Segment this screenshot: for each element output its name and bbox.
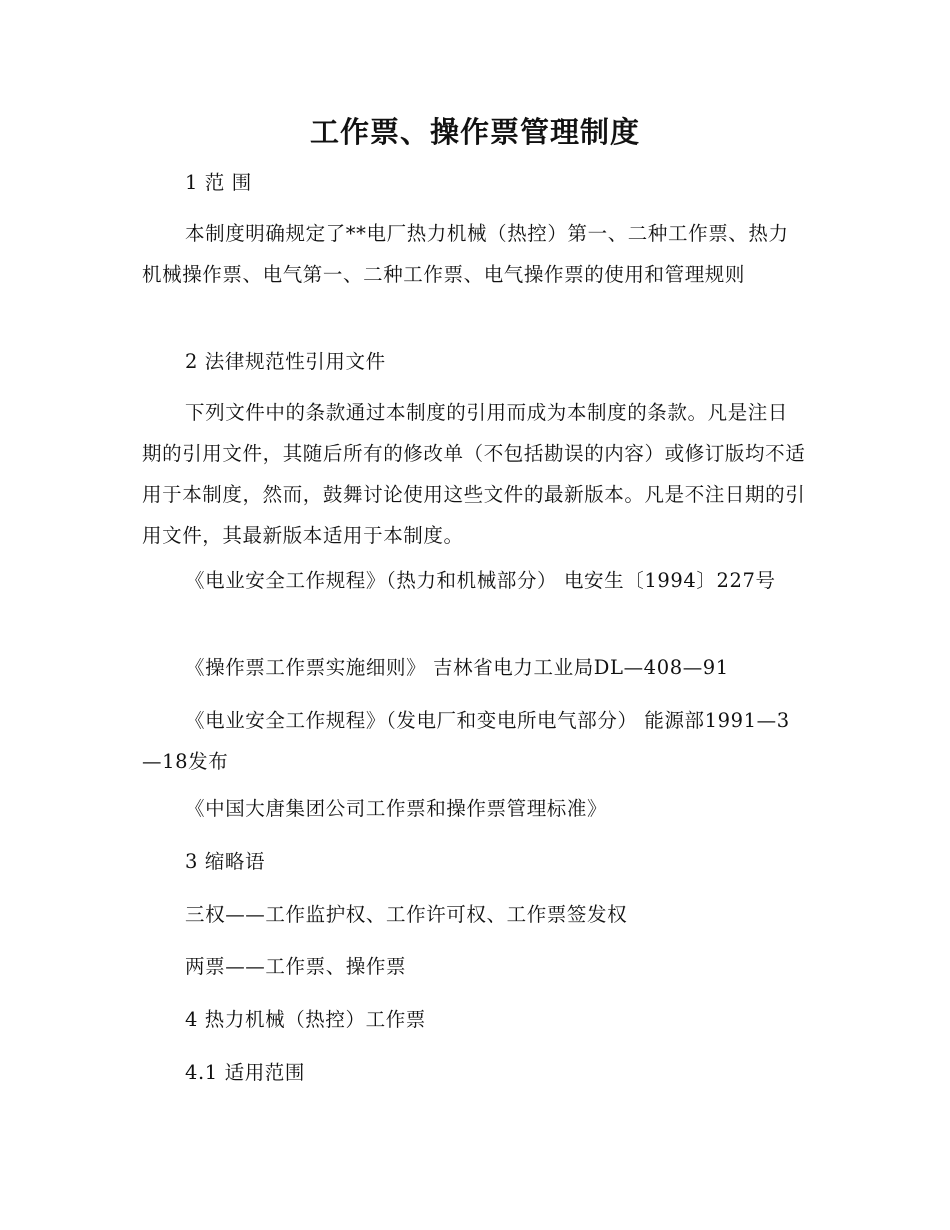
section-heading-work-ticket: 4 热力机械（热控）工作票 <box>185 1008 426 1031</box>
reference-item-4: 《中国大唐集团公司工作票和操作票管理标准》 <box>185 797 608 820</box>
subsection-heading-scope: 4.1 适用范围 <box>185 1061 306 1084</box>
scope-paragraph: 本制度明确规定了**电厂热力机械（热控）第一、二种工作票、热力机械操作票、电气第一、二种工作票、电气操作票的使用和管理规则 <box>142 222 789 286</box>
reference-item-2: 《操作票工作票实施细则》 吉林省电力工业局DL—408—91 <box>185 656 729 679</box>
abbreviation-item-2: 两票——工作票、操作票 <box>185 955 407 978</box>
section-heading-abbreviations: 3 缩略语 <box>185 850 266 873</box>
section-heading-references: 2 法律规范性引用文件 <box>185 350 386 373</box>
reference-item-3: 《电业安全工作规程》（发电厂和变电所电气部分） 能源部1991—3—18发布 <box>142 709 790 773</box>
references-paragraph: 下列文件中的条款通过本制度的引用而成为本制度的条款。凡是注日期的引用文件，其随后所有的修改单（不包括勘误的内容）或修订版均不适用于本制度，然而，鼓舞讨论使用这些文件的最新版本。凡是不注日期的引用文件，其最新版本适用于本制度。 <box>142 401 806 547</box>
document-title: 工作票、操作票管理制度 <box>309 115 640 149</box>
abbreviation-item-1: 三权——工作监护权、工作许可权、工作票签发权 <box>185 903 628 926</box>
section-heading-scope: 1 范 围 <box>185 171 252 194</box>
reference-item-1: 《电业安全工作规程》（热力和机械部分） 电安生〔1994〕227号 <box>185 569 776 592</box>
